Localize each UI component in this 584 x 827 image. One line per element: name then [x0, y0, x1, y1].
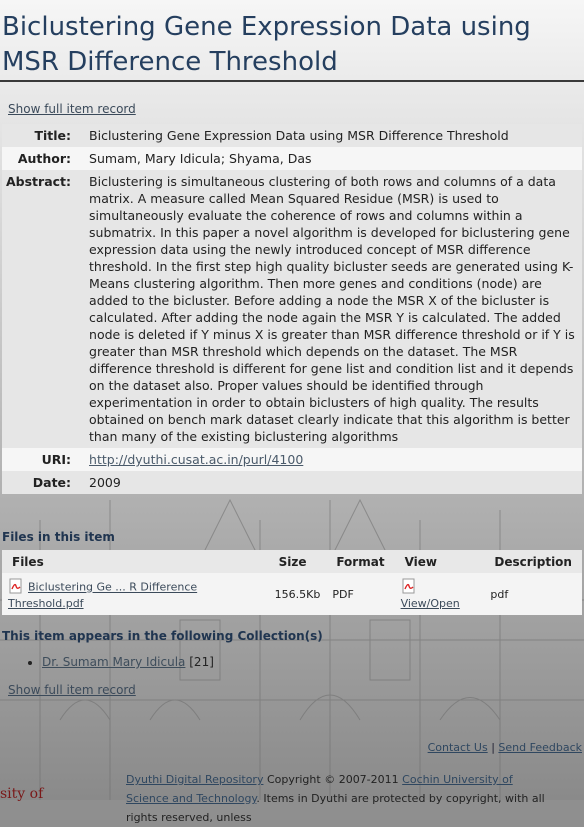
collections-heading: This item appears in the following Collection(s) — [2, 629, 323, 643]
list-item — [42, 655, 584, 669]
files-table — [2, 550, 582, 615]
column-header: View — [395, 550, 485, 573]
collection-link[interactable]: Dr. Sumam Mary Idicula — [42, 655, 186, 669]
files-header-row — [2, 550, 582, 573]
metadata-value: Biclustering is simultaneous clustering of both rows and columns of a data matrix. A measure called Mean Squared Residue (MSR) is used to simultaneously evaluate the coherence of rows and columns within a submatrix. In this paper a novel algorithm is developed for biclustering gene expression data using the newly introduced concept of MSR difference threshold. In the first step high quality bicluster seeds are generated using K-Means clustering algorithm. Then more genes and conditions (node) are added to the bicluster. Before adding a node the MSR X of the bicluster is calculated. After adding the node again the MSR Y is calculated. The added node is deleted if Y minus X is greater than MSR difference threshold or if Y is greater than MSR threshold which depends on the dataset. The MSR difference threshold is different for gene list and condition list and it depends on the dataset also. Proper values should be identified through experimentation in order to obtain biclusters of high quality. The results obtained on bench mark dataset clearly indicate that this algorithm is better than many of the existing biclustering algorithms — [85, 170, 582, 448]
university-link[interactable]: Cochin University of Science and Technology — [126, 773, 513, 805]
rights-text: . Items in Dyuthi are protected by copyright, with all rights reserved, unless — [126, 792, 545, 824]
show-full-record-link[interactable]: Show full item record — [8, 102, 136, 116]
column-header: Description — [484, 550, 582, 573]
metadata-row-date — [2, 471, 582, 494]
metadata-row-uri — [2, 448, 582, 471]
file-description: pdf — [484, 573, 582, 615]
footer-links — [428, 741, 582, 754]
table-row — [2, 573, 582, 615]
show-full-record-link-bottom[interactable]: Show full item record — [8, 683, 136, 697]
pdf-icon — [8, 578, 24, 597]
university-logo-text: sity of — [0, 786, 44, 802]
uri-link[interactable]: http://dyuthi.cusat.ac.in/purl/4100 — [89, 452, 304, 467]
repository-link[interactable]: Dyuthi Digital Repository — [126, 773, 264, 786]
collection-list — [24, 655, 584, 669]
file-format: PDF — [326, 573, 394, 615]
metadata-table — [2, 124, 582, 494]
metadata-label: Date: — [2, 471, 85, 494]
send-feedback-link[interactable]: Send Feedback — [498, 741, 582, 754]
collection-count: [21] — [189, 655, 214, 669]
metadata-label: Abstract: — [2, 170, 85, 448]
copyright-text: Copyright © 2007-2011 — [263, 773, 403, 786]
file-size: 156.5Kb — [269, 573, 327, 615]
column-header: Files — [2, 550, 269, 573]
metadata-row-abstract — [2, 170, 582, 448]
file-link[interactable]: Biclustering Ge ... R Difference Threshold.pdf — [8, 580, 198, 610]
metadata-label: URI: — [2, 448, 85, 471]
footer-text — [126, 770, 556, 827]
metadata-row-title — [2, 124, 582, 147]
metadata-value: 2009 — [85, 471, 582, 494]
metadata-value: Sumam, Mary Idicula; Shyama, Das — [85, 147, 582, 170]
metadata-value: Biclustering Gene Expression Data using MSR Difference Threshold — [85, 124, 582, 147]
page-title: Biclustering Gene Expression Data using MSR Difference Threshold — [0, 0, 584, 82]
column-header: Size — [269, 550, 327, 573]
metadata-label: Author: — [2, 147, 85, 170]
pdf-icon — [401, 578, 417, 597]
metadata-label: Title: — [2, 124, 85, 147]
files-heading: Files in this item — [2, 530, 115, 544]
metadata-row-author — [2, 147, 582, 170]
contact-us-link[interactable]: Contact Us — [427, 741, 488, 754]
footer-separator: | — [491, 741, 495, 754]
column-header: Format — [326, 550, 394, 573]
view-open-link[interactable]: View/Open — [400, 597, 460, 610]
